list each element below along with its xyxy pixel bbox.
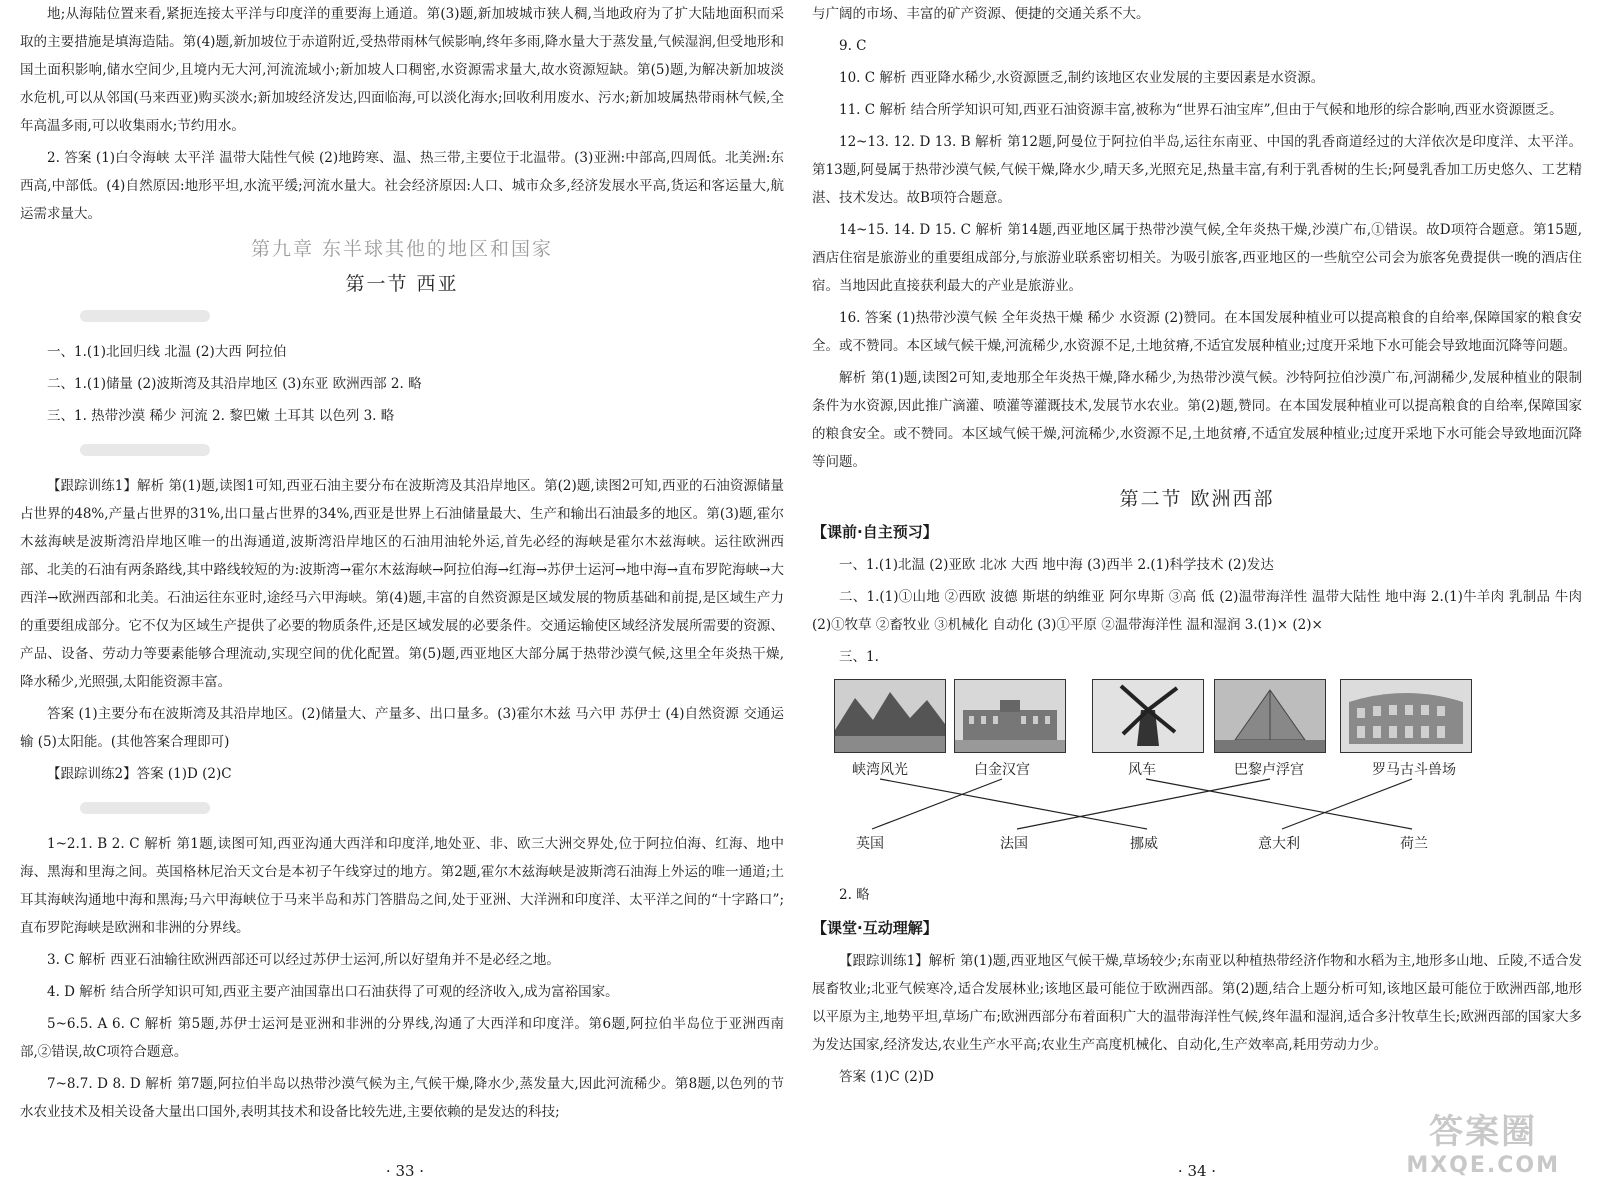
paragraph: 11. C 解析 结合所学知识可知,西亚石油资源丰富,被称为“世界石油宝库”,但由于气候和地形的综合影响,西亚水资源匮乏。 (839, 102, 1563, 118)
match-line (1282, 779, 1412, 829)
match-line (1146, 779, 1412, 829)
paragraph: 答案 (1)主要分布在波斯湾及其沿岸地区。(2)储量大、产量多、出口量多。(3)霍尔木兹 马六甲 苏伊士 (4)自然资源 交通运输 (5)太阳能。(其他答案合理即可) (20, 706, 784, 750)
place-label: 白金汉宫 (974, 762, 1030, 778)
page-33 (20, 0, 790, 1200)
place-label: 风车 (1128, 762, 1156, 778)
chapter-title: 第九章 东半球其他的地区和国家 (250, 238, 554, 260)
match-line (880, 779, 1147, 829)
paragraph: 9. C (839, 38, 867, 54)
paragraph: 16. 答案 (1)热带沙漠气候 全年炎热干燥 稀少 水资源 (2)赞同。在本国发展种植业可以提高粮食的自给率,保障国家的粮食安全。或不赞同。本区域气候干燥,河流稀少,水资源不足,土地贫瘠,不适宜发展种植业;过度开采地下水可能会导致地面沉降等问题。 (812, 310, 1582, 354)
watermark (1406, 1104, 1560, 1178)
match-line (1017, 779, 1270, 829)
place-label: 峡湾风光 (852, 762, 908, 778)
paragraph: 【跟踪训练1】解析 第(1)题,西亚地区气候干燥,草场较少;东南亚以种植热带经济作物和水稻为主,地形多山地、丘陵,不适合发展畜牧业;北亚气候寒冷,适合发展林业;该地区最可能位于欧洲西部。第(2)题,结合上题分析可知,该地区最可能位于欧洲西部,地形以平原为主,地势平坦,草场广布;欧洲西部分布着面积广大的温带海洋性气候,终年温和湿润,适合多汁牧草生长;欧洲西部的国家大多为发达国家,经济发达,农业生产水平高;农业生产高度机械化、自动化,生产效率高,耗用劳动力少。 (812, 953, 1582, 1053)
place-label: 罗马古斗兽场 (1372, 762, 1456, 778)
answer-line: 二、1.(1)①山地 ②西欧 波德 斯堪的纳维亚 阿尔卑斯 ③高 低 (2)温带海洋性 温带大陆性 地中海 2.(1)牛羊肉 乳制品 牛肉 (2)①牧草 ②畜牧业 ③机械化 自动化 (3)①平原 ②温带海洋性 温和湿润 3.(1)× (2)× (812, 589, 1582, 633)
watermark-url: MXQE.COM (1406, 1153, 1560, 1178)
country-label: 英国 (856, 836, 884, 852)
answer-line: 三、1. 热带沙漠 稀少 河流 2. 黎巴嫩 土耳其 以色列 3. 略 (47, 408, 395, 424)
country-label: 法国 (1000, 836, 1028, 852)
watermark-logo: 答案圈 (1429, 1112, 1538, 1152)
page-number: · 34 · (1177, 1162, 1217, 1180)
paragraph: 4. D 解析 结合所学知识可知,西亚主要产油国靠出口石油获得了可观的经济收入,成为富裕国家。 (47, 984, 619, 1000)
answer-line: 二、1.(1)储量 (2)波斯湾及其沿岸地区 (3)东亚 欧洲西部 2. 略 (47, 376, 422, 392)
section-title: 第二节 欧洲西部 (1119, 488, 1275, 510)
paragraph: 14~15. 14. D 15. C 解析 第14题,西亚地区属于热带沙漠气候,全年炎热干燥,沙漠广布,①错误。故D项符合题意。第15题,酒店住宿是旅游业的重要组成部分,与旅游业联系密切相关。为吸引旅客,西亚地区的一些航空公司会为旅客免费提供一晚的酒店住宿。当地因此直接获利最大的产业是旅游业。 (812, 222, 1582, 294)
place-label: 巴黎卢浮宫 (1234, 762, 1304, 778)
subsection-heading: 【课堂·互动理解】 (812, 919, 938, 937)
answer-line: 三、1. (839, 649, 879, 665)
country-label: 挪威 (1130, 836, 1158, 852)
answer-line: 一、1.(1)北温 (2)亚欧 北冰 大西 地中海 (3)西半 2.(1)科学技术 (2)发达 (839, 557, 1274, 573)
page-number: · 33 · (385, 1162, 425, 1180)
subsection-heading: 【课前·自主预习】 (812, 523, 938, 541)
country-label: 意大利 (1258, 836, 1300, 852)
matching-exercise (812, 675, 1582, 875)
paragraph: 1~2.1. B 2. C 解析 第1题,读图可知,西亚沟通大西洋和印度洋,地处亚、非、欧三大洲交界处,位于阿拉伯海、红海、地中海、黑海和里海之间。英国格林尼治天文台是本初子午线穿过的地方。第2题,霍尔木兹海峡是波斯湾石油海上外运的唯一通道;土耳其海峡沟通地中海和黑海;马六甲海峡位于马来半岛和苏门答腊岛之间,处于亚洲、大洋洲和印度洋、太平洋之间的“十字路口”;直布罗陀海峡是欧洲和非洲的分界线。 (20, 836, 784, 936)
page-34 (812, 0, 1582, 1200)
answer-line: 一、1.(1)北回归线 北温 (2)大西 阿拉伯 (47, 344, 287, 360)
paragraph: 7~8.7. D 8. D 解析 第7题,阿拉伯半岛以热带沙漠气候为主,气候干燥,降水少,蒸发量大,因此河流稀少。第8题,以色列的节水农业技术及相关设备大量出口国外,表明其技术和设备比较先进,主要依赖的是发达的科技; (20, 1076, 784, 1120)
faded-heading (20, 304, 784, 330)
paragraph: 10. C 解析 西亚降水稀少,水资源匮乏,制约该地区农业发展的主要因素是水资源。 (839, 70, 1325, 86)
section-title: 第一节 西亚 (345, 273, 459, 295)
answer-line: 2. 略 (839, 887, 870, 903)
paragraph: 解析 第(1)题,读图2可知,麦地那全年炎热干燥,降水稀少,为热带沙漠气候。沙特阿拉伯沙漠广布,河湖稀少,发展种植业的限制条件为水资源,因此推广滴灌、喷灌等灌溉技术,发展节水农业。第(2)题,赞同。在本国发展种植业可以提高粮食的自给率,保障国家的粮食安全。或不赞同。本区域气候干燥,河流稀少,水资源不足,土地贫瘠,不适宜发展种植业;过度开采地下水可能会导致地面沉降等问题。 (812, 370, 1582, 470)
matching-lines (812, 675, 1582, 875)
paragraph: 12~13. 12. D 13. B 解析 第12题,阿曼位于阿拉伯半岛,运往东南亚、中国的乳香商道经过的大洋依次是印度洋、太平洋。第13题,阿曼属于热带沙漠气候,气候干燥,降水少,晴天多,光照充足,热量丰富,有利于乳香树的生长;阿曼乳香加工历史悠久、工艺精湛、技术发达。故B项符合题意。 (812, 134, 1582, 206)
paragraph: 【跟踪训练2】答案 (1)D (2)C (47, 766, 232, 782)
paragraph: 2. 答案 (1)白令海峡 太平洋 温带大陆性气候 (2)地跨寒、温、热三带,主要位于北温带。(3)亚洲:中部高,四周低。北美洲:东西高,中部低。(4)自然原因:地形平坦,水流平缓;河流水量大。社会经济原因:人口、城市众多,经济发展水平高,货运和客运量大,航运需求量大。 (20, 150, 784, 222)
paragraph: 【跟踪训练1】解析 第(1)题,读图1可知,西亚石油主要分布在波斯湾及其沿岸地区。第(2)题,读图2可知,西亚的石油资源储量占世界的48%,产量占世界的31%,出口量占世界的34%,西亚是世界上石油储量最大、生产和输出石油最多的地区。第(3)题,霍尔木兹海峡是波斯湾沿岸地区唯一的出海通道,波斯湾沿岸地区的石油用油轮外运,首先必经的海峡是霍尔木兹海峡。运往欧洲西部、北美的石油有两条路线,其中路线较短的为:波斯湾→霍尔木兹海峡→阿拉伯海→红海→苏伊士运河→地中海→直布罗陀海峡→大西洋→欧洲西部和北美。石油运往东亚时,途经马六甲海峡。第(4)题,丰富的自然资源是区域发展的物质基础和前提,是区域生产力的重要组成部分。它不仅为区域生产提供了必要的物质条件,还是区域发展的必要条件。交通运输使区域经济发展所需要的资源、产品、设备、劳动力等要素能够合理流动,实现空间的优化配置。第(5)题,西亚地区大部分属于热带沙漠气候,这里全年炎热干燥,降水稀少,光照强,太阳能资源丰富。 (20, 478, 784, 690)
match-line (872, 779, 1002, 829)
paragraph: 地;从海陆位置来看,紧扼连接太平洋与印度洋的重要海上通道。第(3)题,新加坡城市狭人稠,当地政府为了扩大陆地面积而采取的主要措施是填海造陆。第(4)题,新加坡位于赤道附近,受热带雨林气候影响,终年多雨,降水量大于蒸发量,气候湿润,但受地形和国土面积影响,储水空间少,且境内无大河,河流流域小;新加坡人口稠密,水资源需求量大,故水资源短缺。第(5)题,为解决新加坡淡水危机,可以从邻国(马来西亚)购买淡水;新加坡经济发达,四面临海,可以淡化海水;回收利用废水、污水;新加坡属热带雨林气候,全年高温多雨,可以收集雨水;节约用水。 (20, 6, 784, 134)
paragraph: 5~6.5. A 6. C 解析 第5题,苏伊士运河是亚洲和非洲的分界线,沟通了大西洋和印度洋。第6题,阿拉伯半岛位于亚洲西南部,②错误,故C项符合题意。 (20, 1016, 784, 1060)
paragraph: 答案 (1)C (2)D (839, 1069, 934, 1085)
faded-heading (20, 796, 784, 822)
country-label: 荷兰 (1400, 836, 1428, 852)
paragraph: 与广阔的市场、丰富的矿产资源、便捷的交通关系不大。 (812, 6, 1150, 22)
paragraph: 3. C 解析 西亚石油输往欧洲西部还可以经过苏伊士运河,所以好望角并不是必经之地。 (47, 952, 560, 968)
faded-heading (20, 438, 784, 464)
